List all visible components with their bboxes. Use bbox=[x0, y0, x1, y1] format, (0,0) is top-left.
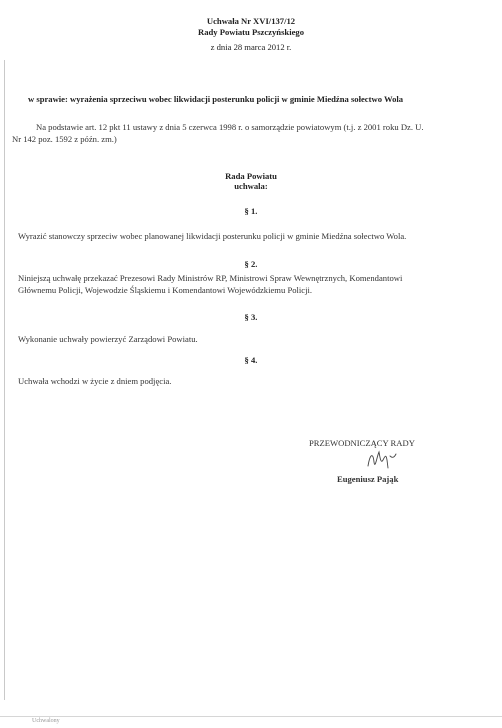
resolution-number: Uchwała Nr XVI/137/12 bbox=[206, 16, 296, 26]
preamble-line-1: Na podstawie art. 12 pkt 11 ustawy z dnia 5 czerwca 1998 r. o samorządzie powiatowym (t.j. z 2001 roku Dz. U. bbox=[36, 122, 424, 132]
footer-label: Uchwalony bbox=[32, 718, 60, 724]
scan-edge-line bbox=[4, 60, 5, 700]
section-1-heading: § 1. bbox=[244, 206, 258, 216]
handwritten-signature-icon bbox=[364, 446, 416, 474]
resolves-heading: uchwala: bbox=[234, 181, 268, 191]
section-4-heading: § 4. bbox=[244, 355, 258, 365]
signatory-name: Eugeniusz Pająk bbox=[337, 474, 399, 484]
section-2-text-line-2: Głównemu Policji, Wojewodzie Śląskiemu i Komendantowi Wojewódzkiemu Policji. bbox=[18, 285, 313, 295]
section-1-text: Wyrazić stanowczy sprzeciw wobec planowanej likwidacji posterunku policji w gminie Miedźna sołectwo Wola. bbox=[18, 231, 407, 241]
section-3-text: Wykonanie uchwały powierzyć Zarządowi Powiatu. bbox=[18, 334, 198, 344]
subject-line: w sprawie: wyrażenia sprzeciwu wobec likwidacji posterunku policji w gminie Miedźna sołectwo Wola bbox=[28, 94, 404, 104]
signature-role: PRZEWODNICZĄCY RADY bbox=[309, 438, 415, 448]
section-3-heading: § 3. bbox=[244, 312, 258, 322]
council-name: Rady Powiatu Pszczyńskiego bbox=[198, 27, 304, 37]
resolution-date: z dnia 28 marca 2012 r. bbox=[210, 42, 292, 52]
footer-divider bbox=[0, 716, 502, 717]
section-2-text-line-1: Niniejszą uchwałę przekazać Prezesowi Rady Ministrów RP, Ministrowi Spraw Wewnętrznych, Komendantowi bbox=[18, 273, 403, 283]
section-2-heading: § 2. bbox=[244, 259, 258, 269]
preamble-line-2: Nr 142 poz. 1592 z późn. zm.) bbox=[12, 134, 117, 144]
council-heading: Rada Powiatu bbox=[225, 171, 277, 181]
section-4-text: Uchwała wchodzi w życie z dniem podjęcia. bbox=[18, 376, 172, 386]
